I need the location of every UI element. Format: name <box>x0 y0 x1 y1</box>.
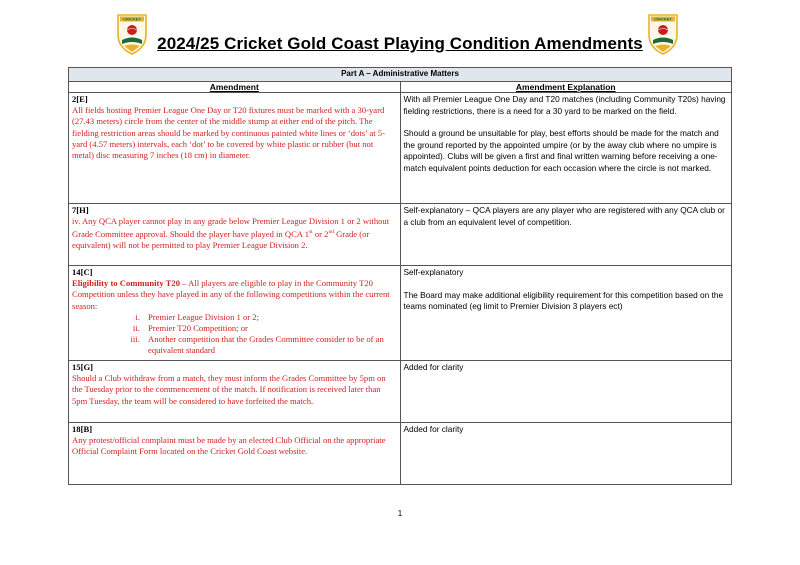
table-row <box>69 423 732 485</box>
amendment-cell <box>69 93 401 204</box>
part-header-row <box>69 68 732 82</box>
part-title: Part A – Administrative Matters <box>69 68 732 82</box>
list-item: iii. Another competition that the Grades Committee consider to be of an equivalent standard <box>142 334 397 356</box>
amendment-cell <box>69 266 401 361</box>
clause-number: 15[G] <box>72 362 94 372</box>
explanation-cell <box>400 361 732 423</box>
column-header-amendment: Amendment <box>69 82 401 93</box>
table-row <box>69 93 732 204</box>
column-header-row <box>69 82 732 93</box>
table-row <box>69 204 732 266</box>
clause-number: 18[B] <box>72 424 93 434</box>
column-header-explanation: Amendment Explanation <box>400 82 732 93</box>
amendment-cell <box>69 423 401 485</box>
explanation-text: Added for clarity <box>403 424 464 434</box>
amendment-heading: Eligibility to Community T20 <box>72 278 180 289</box>
superscript: st <box>309 229 313 236</box>
explanation-text: Self-explanatory – QCA players are any player who are registered with any QCA club or a club from an equivalent level of competition. <box>403 205 725 227</box>
amendment-text: Any protest/official complaint must be made by an elected Club Official on the appropriate Official Complaint Form located on the Cricket Gold Coast website. <box>72 435 386 457</box>
competition-list <box>72 312 397 357</box>
explanation-cell <box>400 423 732 485</box>
amendment-text: All fields hosting Premier League One Day or T20 fixtures must be marked with a 30-yard (27.43 meters) circle from the center of the middle stump at either end of the pitch. The fielding restriction areas should be marked by continuous painted white lines or ‘dots’ at 5-yard (4.57 meters) intervals, each ‘dot’ to be covered by white plastic or rubber (but not metal) disc measuring 7 inches (18 cm) in diameter. <box>72 105 385 161</box>
explanation-text: Should a ground be unsuitable for play, best efforts should be made for the match and the ground reported by the appointed umpire (or by the away club where no umpire is appointed). Clubs will be given a first and final written warning before receiving a one-match equivalent points deduction for each occasion where the circle is not marked. <box>403 128 719 173</box>
explanation-text: With all Premier League One Day and T20 matches (including Community T20s) having fielding restrictions, there is a need for a 30 yard to be marked on the field. <box>403 94 726 116</box>
amendment-text-part: Grade (or equivalent) will not be permitted to play Premier League Division 2. <box>72 229 370 251</box>
explanation-cell <box>400 93 732 204</box>
list-item: ii. Premier T20 Competition; or <box>142 323 397 334</box>
explanation-text: Self-explanatory <box>403 267 464 277</box>
explanation-text: The Board may make additional eligibility requirement for this competition based on the teams nominated (eg limit to Premier Division 3 players ect) <box>403 289 724 312</box>
amendments-table <box>68 67 732 485</box>
svg-text:CRICKET: CRICKET <box>123 16 141 22</box>
superscript: nd <box>328 229 334 236</box>
amendment-text-part: – All players are eligible to play in the Community T20 Competition unless they have played in any of the following competitions within the current season: <box>72 278 390 311</box>
amendment-text-part: iv. Any QCA player cannot play in any grade below Premier League Division 1 or 2 without Grade Committee approval. Should the player have played in QCA 1 <box>72 216 390 240</box>
clause-number: 2[E] <box>72 94 88 104</box>
table-row <box>69 361 732 423</box>
svg-text:CRICKET: CRICKET <box>654 16 672 22</box>
explanation-cell <box>400 204 732 266</box>
amendment-cell <box>69 361 401 423</box>
clause-number: 14[C] <box>72 267 93 277</box>
amendment-text <box>72 278 397 312</box>
table-row <box>69 266 732 361</box>
page-number: 1 <box>397 509 403 518</box>
amendment-text: Should a Club withdraw from a match, they must inform the Grades Committee by 5pm on the Tuesday prior to the commencement of the match. If notification is received later than 5pm Tuesday, the team will be considered to have forfeited the match. <box>72 373 386 406</box>
amendment-text-part: or 2 <box>312 229 329 240</box>
list-item: i. Premier League Division 1 or 2; <box>142 312 397 323</box>
amendment-text <box>72 216 397 251</box>
amendment-cell <box>69 204 401 266</box>
page-title: 2024/25 Cricket Gold Coast Playing Condition Amendments <box>157 34 643 53</box>
explanation-cell <box>400 266 732 361</box>
clause-number: 7[H] <box>72 205 89 215</box>
explanation-text: Added for clarity <box>403 362 464 372</box>
